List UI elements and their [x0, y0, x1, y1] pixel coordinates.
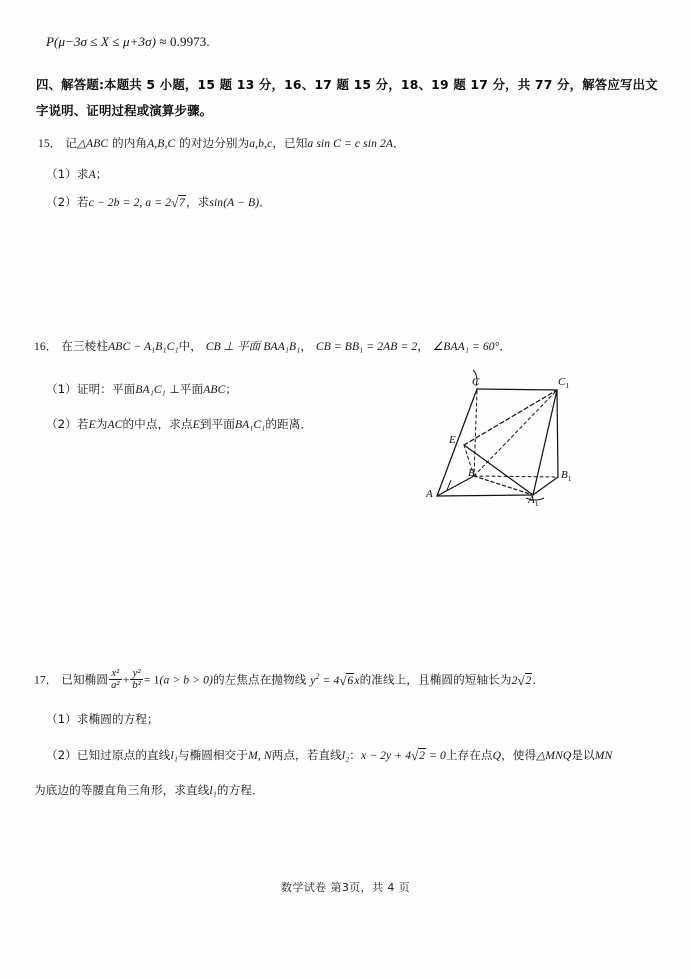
q16-condition-3: ∠BAA₁ = 60°: [432, 340, 500, 353]
vertex-label-C1: $C_1$: [558, 376, 570, 391]
q15-text-3: 的对边分别为: [179, 136, 250, 150]
triangular-prism-diagram: [418, 366, 628, 514]
q16-p1-math-1: BA₁C₁: [135, 383, 166, 396]
top-formula: [46, 33, 210, 51]
q17-text-2: 的左焦点在抛物线: [212, 672, 307, 687]
vertex-label-C: C: [472, 376, 480, 388]
q17-fraction-x: $\frac{\text{x²}}{\text{a²}}$: [111, 667, 120, 692]
section-header-label: 四、解答题:: [36, 77, 105, 92]
q17-p2-marker: （2）: [46, 748, 77, 762]
q15-text-1: 记: [65, 136, 77, 150]
q17-line-l1: l₁: [170, 749, 178, 762]
q16-p1-text-2: 平面: [179, 382, 204, 396]
q16-p2-text-5: 的距离．: [265, 417, 313, 431]
q16-p2-math-3: E: [192, 418, 200, 431]
q17-line-l2: l₂: [341, 749, 350, 762]
formula-body: (μ−3σ ≤ X ≤ μ+3σ): [54, 34, 157, 49]
page-footer: 数学试卷 第3页，共 4 页: [280, 881, 411, 894]
q15-text-4: ，已知: [272, 136, 308, 150]
question-16-part-2: [46, 417, 312, 433]
q16-p1-text: 证明：平面: [76, 382, 136, 396]
q17-text-3: 的准线上，且椭圆的短轴长为: [359, 672, 512, 687]
q15-p2-tail: ．: [259, 195, 271, 209]
question-15-part-1: [46, 167, 107, 183]
q15-p1-tail: ；: [95, 167, 108, 181]
question-15-part-2: [46, 195, 271, 211]
question-16-number: 16．: [34, 340, 58, 353]
question-17-part-2-line-2: [34, 783, 264, 799]
vertex-label-B1: $B_1$: [561, 469, 572, 484]
q16-text-2: 中，: [178, 339, 202, 353]
section-header: [36, 72, 658, 124]
q16-p1-math-2: ABC: [203, 383, 226, 396]
q15-triangle: △ABC: [77, 137, 109, 150]
q16-p2-text-4: 到平面: [199, 417, 235, 431]
q15-text-5: ．: [393, 136, 405, 150]
question-17-part-1: [46, 712, 159, 728]
q15-p1-marker: （1）: [46, 167, 77, 181]
q15-equation: a sin C = c sin 2A: [307, 137, 394, 150]
q16-p1-marker: （1）: [46, 382, 77, 396]
q16-text-5: ．: [499, 339, 512, 353]
q17-segment-MN: MN: [594, 749, 613, 762]
q16-p1-perp: ⊥: [169, 382, 180, 396]
q15-text-2: 的内角: [112, 136, 148, 150]
q15-p2-text: 若: [76, 195, 89, 209]
vertex-label-E: E: [449, 434, 456, 446]
q17-p2-text-a: 已知过原点的直线: [76, 748, 171, 762]
question-17-number: 17．: [34, 673, 58, 687]
q15-sides: a,b,c: [249, 137, 273, 150]
q16-text-4: ，: [417, 339, 429, 353]
question-16-stem: [34, 339, 511, 355]
vertex-label-A: A: [426, 488, 433, 500]
edge-B-A1: [474, 476, 533, 495]
formula-value: 0.9973: [170, 34, 207, 49]
q16-p2-marker: （2）: [46, 417, 77, 431]
q15-p1-text: 求: [76, 167, 89, 181]
q17-p2-text-f: 是以: [571, 748, 595, 762]
q17-p2-text-d: 上存在点: [445, 748, 493, 762]
q15-p1-math: A: [88, 168, 96, 181]
q17-text-1: 已知椭圆: [61, 672, 109, 687]
question-17-stem: [34, 668, 544, 692]
q17-p2-text-h: 的方程．: [216, 783, 264, 797]
q16-condition-2: CB = BB₁ = 2AB = 2: [315, 340, 418, 353]
q17-line-equation: x − 2y + 4 √ 2 = 0: [361, 749, 446, 762]
formula-symbol-P: P: [46, 34, 55, 49]
q17-triangle-MNQ: △MNQ: [536, 749, 572, 762]
q17-colon: ：: [349, 748, 361, 762]
q17-p2-text-b: 与椭圆相交于: [177, 748, 249, 762]
edge-C-A: [437, 389, 477, 496]
q17-p2-text-e: ，使得: [501, 748, 537, 762]
q17-condition: (a > b > 0): [159, 673, 213, 687]
vertex-label-B: B: [468, 467, 475, 479]
edge-C-B-hidden: [474, 391, 477, 476]
edge-C-C1: [477, 389, 557, 390]
question-15-number: 15．: [38, 137, 62, 150]
q17-point-Q: Q: [492, 749, 502, 762]
q17-parabola: $y^2 = 4$ √ 6x: [310, 674, 359, 687]
section-header-text: 本题共 5 小题，15 题 13 分，16、17 题 15 分，18、19 题 17 分，共 77 分，解答应写出文字说明、证明过程或演算步骤。: [36, 77, 658, 118]
question-16-part-1: [46, 382, 237, 398]
q17-p2-text-g: 为底边的等腰直角三角形，求直线: [34, 783, 210, 797]
question-17-part-2-line-1: [46, 748, 612, 764]
q16-text-3: ，: [300, 339, 313, 353]
q16-condition-1: CB ⊥ 平面 BAA₁B₁: [205, 340, 301, 353]
q17-plus: +: [122, 673, 130, 687]
q17-p1-marker: （1）: [46, 712, 77, 726]
q16-p2-text-2: 为: [95, 417, 108, 431]
formula-period: .: [206, 34, 210, 49]
q17-p1-text: 求椭圆的方程；: [76, 712, 159, 726]
q16-p2-math-1: E: [88, 418, 96, 431]
edge-C1-A1: [533, 390, 557, 495]
q17-equals-one: = 1: [143, 673, 160, 687]
q17-line-l1-again: l₁: [209, 784, 217, 797]
q15-p2-math-1: c − 2b = 2, a = 2 √ 7: [89, 196, 186, 209]
q15-p2-marker: （2）: [46, 195, 77, 209]
edge-B-B1-hidden: [474, 476, 558, 477]
edge-E-C1: [464, 390, 557, 445]
q16-p2-text: 若: [76, 417, 89, 431]
q16-p2-math-4: BA₁C₁: [234, 418, 266, 431]
q16-p2-math-2: AC: [107, 418, 123, 431]
edge-A-B: [437, 476, 474, 496]
question-15-stem: [38, 136, 405, 152]
q17-minor-axis: 2 √ 2: [512, 674, 533, 687]
q16-prism: ABC − A₁B₁C₁: [108, 340, 179, 353]
q16-p2-text-3: 的中点，求点: [122, 417, 193, 431]
q17-p2-text-c: 两点，若直线: [271, 748, 342, 762]
edge-A-A1: [437, 495, 533, 496]
formula-relation: ≈: [159, 34, 167, 49]
edge-B-C1-hidden: [474, 390, 557, 476]
q16-p1-tail: ；: [225, 382, 238, 396]
q17-text-4: ．: [532, 672, 545, 687]
q15-p2-math-2: sin(A − B): [209, 196, 260, 209]
q16-text-1: 在三棱柱: [61, 339, 109, 353]
q17-points-MN: M, N: [248, 749, 272, 762]
edge-C1-B1: [557, 390, 558, 477]
vertex-label-A1: $A_1$: [528, 494, 539, 509]
q15-angles: A,B,C: [147, 137, 176, 150]
q15-p2-text-2: ，求: [185, 195, 210, 209]
q17-fraction-y: $\frac{\text{y²}}{\text{b²}}$: [132, 667, 141, 692]
